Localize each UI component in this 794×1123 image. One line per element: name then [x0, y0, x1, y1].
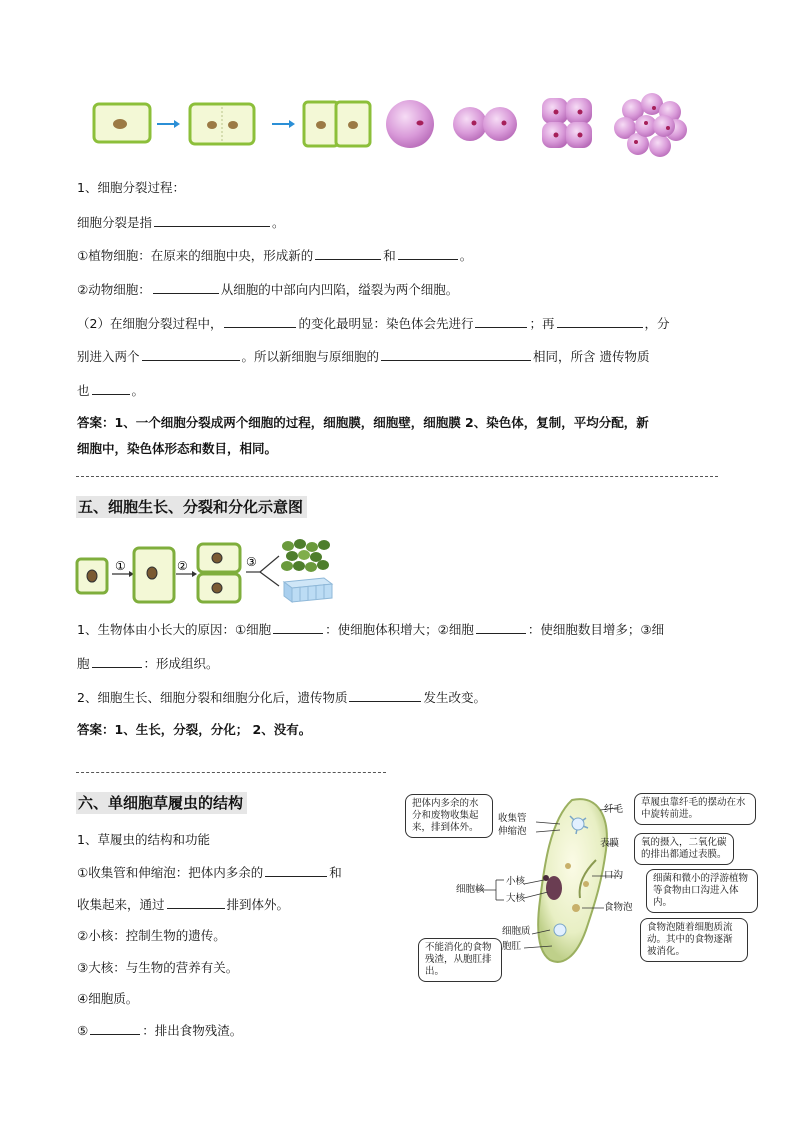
- step-2-label: ②: [177, 559, 188, 573]
- section5-answer: 答案：1、生长，分裂，分化； 2、没有。: [77, 722, 312, 737]
- label-oral-groove: 口沟: [604, 870, 624, 881]
- blank[interactable]: [92, 655, 142, 668]
- animal-cell-four: [542, 98, 592, 148]
- animal-cell-question: ②动物细胞： 从细胞的中部向内凹陷，缢裂为两个细胞。: [77, 282, 459, 297]
- label-contractile-vacuole: 伸缩泡: [498, 826, 527, 837]
- callout-collecting: 把体内多余的水分和废物收集起来，排到体外。: [405, 794, 493, 838]
- blank[interactable]: [167, 896, 225, 909]
- animal-cell-two: [453, 107, 517, 141]
- section5-q1-line2: 胞 ：形成组织。: [77, 656, 219, 671]
- section5-q1-line1: 1、生物体由小长大的原因：①细胞 ：使细胞体积增大；②细胞 ：使细胞数目增多；③细: [77, 622, 665, 637]
- section5-title: 五、细胞生长、分裂和分化示意图: [76, 496, 307, 518]
- blank[interactable]: [349, 689, 421, 702]
- label-food-vacuole: 食物泡: [604, 902, 633, 913]
- label-cilia: 纤毛: [604, 804, 624, 815]
- divider: [76, 476, 718, 477]
- growth-division-differentiation-diagram: [74, 538, 344, 608]
- label-cytoplasm: 细胞质: [502, 926, 531, 937]
- blank[interactable]: [398, 247, 458, 260]
- step-1-label: ①: [115, 559, 126, 573]
- division-heading: 1、细胞分裂过程：: [77, 180, 185, 195]
- label-collecting-tube: 收集管: [498, 813, 527, 824]
- blank[interactable]: [90, 1022, 140, 1035]
- division-q2-line1: （2）在细胞分裂过程中， 的变化最明显：染色体会先进行 ；再 ，分: [77, 316, 670, 331]
- blank[interactable]: [265, 864, 327, 877]
- plant-cell-single: [94, 104, 150, 142]
- section6-item3: ③大核：与生物的营养有关。: [77, 960, 239, 975]
- section6-item1-line1: ①收集管和伸缩泡：把体内多余的 和: [77, 865, 342, 880]
- blank[interactable]: [557, 315, 643, 328]
- division-q2-line3: 也 。: [77, 383, 145, 398]
- label-pellicle: 表膜: [600, 838, 620, 849]
- callout-cilia: 草履虫靠纤毛的摆动在水中旋转前进。: [634, 793, 756, 825]
- division-definition: 细胞分裂是指 。: [77, 215, 285, 230]
- section6-item4: ④细胞质。: [77, 991, 139, 1006]
- cell-division-illustration: [80, 90, 700, 160]
- contractile-vacuole-bottom-icon: [554, 924, 566, 936]
- section5-q2: 2、细胞生长、细胞分裂和细胞分化后，遗传物质 发生改变。: [77, 690, 486, 705]
- division-answer-line2: 细胞中，染色体形态和数目，相同。: [77, 441, 278, 456]
- section6-heading: 1、草履虫的结构和功能: [77, 832, 210, 847]
- plant-cell-dividing: [190, 104, 254, 144]
- label-micronucleus: 小核: [506, 876, 526, 887]
- blank[interactable]: [273, 621, 323, 634]
- callout-pellicle: 氧的摄入，二氧化碳的排出都通过表膜。: [634, 833, 734, 865]
- section6-item5: ⑤ ：排出食物残渣。: [77, 1023, 243, 1038]
- label-macronucleus: 大核: [506, 893, 526, 904]
- tissue-blue: [284, 578, 332, 602]
- divider: [76, 772, 386, 773]
- section6-item1-line2: 收集起来，通过 排到体外。: [77, 897, 290, 912]
- blank[interactable]: [153, 281, 219, 294]
- callout-food-vacuole: 食物泡随着细胞质流动。其中的食物逐渐被消化。: [640, 918, 748, 962]
- division-answer-line1: 答案：1、一个细胞分裂成两个细胞的过程，细胞膜，细胞壁，细胞膜 2、染色体，复制，平均分配，新: [77, 415, 649, 430]
- callout-anal-pore: 不能消化的食物残渣，从胞肛排出。: [418, 938, 502, 982]
- label-nucleus: 细胞核: [456, 884, 485, 895]
- step-3-label: ③: [246, 555, 257, 569]
- blank[interactable]: [142, 348, 240, 361]
- blank[interactable]: [224, 315, 296, 328]
- blank[interactable]: [475, 315, 527, 328]
- tissue-green: [281, 539, 330, 572]
- food-vacuole-icon: [572, 904, 580, 912]
- contractile-vacuole-icon: [572, 818, 584, 830]
- blank[interactable]: [154, 214, 270, 227]
- animal-cell-single: [386, 100, 434, 148]
- section6-item2: ②小核：控制生物的遗传。: [77, 928, 226, 943]
- blank[interactable]: [476, 621, 526, 634]
- division-q2-line2: 别进入两个 。所以新细胞与原细胞的 相同，所含 遗传物质: [77, 349, 650, 364]
- plant-cell-question: ①植物细胞：在原来的细胞中央，形成新的 和 。: [77, 248, 473, 263]
- blank[interactable]: [381, 348, 531, 361]
- blank[interactable]: [92, 382, 130, 395]
- callout-oral-groove: 细菌和微小的浮游植物等食物由口沟进入体内。: [646, 869, 758, 913]
- blank[interactable]: [315, 247, 381, 260]
- label-anal-pore: 胞肛: [502, 941, 522, 952]
- section6-title: 六、单细胞草履虫的结构: [76, 792, 247, 814]
- plant-cell-two: [304, 102, 370, 146]
- animal-cell-cluster: [614, 93, 687, 157]
